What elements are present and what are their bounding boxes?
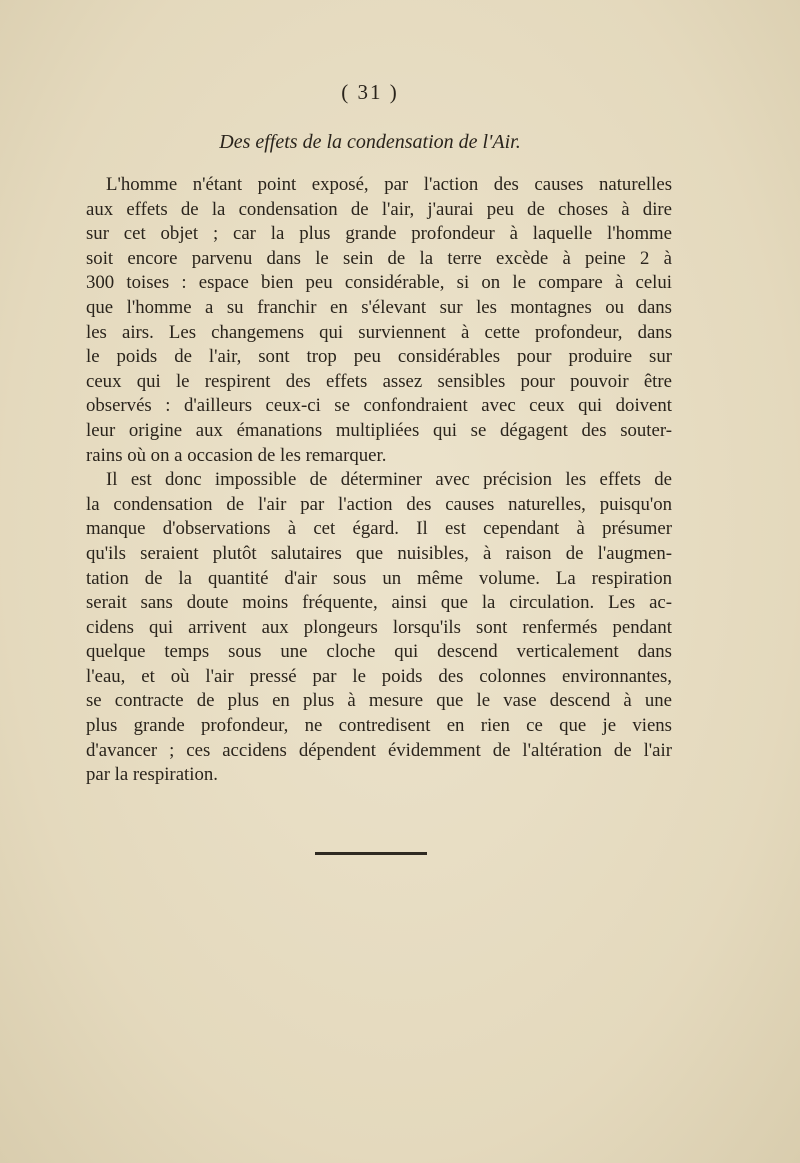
text-line: ceux qui le respirent des effets assez sensibles pour pouvoir être xyxy=(86,370,672,392)
text-line: la condensation de l'air par l'action des causes naturelles, puisqu'on xyxy=(86,493,672,515)
text-line: les airs. Les changemens qui surviennent à cette profondeur, dans xyxy=(86,321,672,343)
text-line: 300 toises : espace bien peu considérable, si on le compare à celui xyxy=(86,272,672,294)
text-line: que l'homme a su franchir en s'élevant sur les montagnes ou dans xyxy=(86,296,672,318)
section-title: Des effets de la condensation de l'Air. xyxy=(219,131,521,153)
text-line: manque d'observations à cet égard. Il est cependant à présumer xyxy=(86,518,672,540)
text-line: soit encore parvenu dans le sein de la terre excède à peine 2 à xyxy=(86,247,672,269)
text-line: plus grande profondeur, ne contredisent en rien ce que je viens xyxy=(86,715,672,737)
text-line: quelque temps sous une cloche qui descend verticalement dans xyxy=(86,641,672,663)
text-line: d'avancer ; ces accidens dépendent évidemment de l'altération de l'air xyxy=(86,739,672,761)
text-line: par la respiration. xyxy=(86,764,218,786)
text-line: L'homme n'étant point exposé, par l'action des causes naturelles xyxy=(106,174,672,195)
text-line: qu'ils seraient plutôt salutaires que nuisibles, à raison de l'augmen- xyxy=(86,542,672,564)
text-line: le poids de l'air, sont trop peu considérables pour produire sur xyxy=(86,346,672,368)
text-line: se contracte de plus en plus à mesure que le vase descend à une xyxy=(86,690,672,712)
text-line: tation de la quantité d'air sous un même volume. La respiration xyxy=(86,567,672,589)
text-line: rains où on a occasion de les remarquer. xyxy=(86,444,387,466)
text-line: l'eau, et où l'air pressé par le poids des colonnes environnantes, xyxy=(86,665,672,687)
page-number: ( 31 ) xyxy=(341,80,399,104)
paragraph-2 xyxy=(86,468,672,788)
text-line: cidens qui arrivent aux plongeurs lorsqu'ils sont renfermés pendant xyxy=(86,616,672,638)
text-line: serait sans doute moins fréquente, ainsi que la circulation. Les ac- xyxy=(86,592,672,614)
section-divider-rule xyxy=(315,852,427,855)
text-line: aux effets de la condensation de l'air, j'aurai peu de choses à dire xyxy=(86,198,672,220)
text-line: observés : d'ailleurs ceux-ci se confondraient avec ceux qui doivent xyxy=(86,395,672,417)
text-line: Il est donc impossible de déterminer avec précision les effets de xyxy=(106,469,672,491)
body-text xyxy=(86,173,672,788)
paragraph-1 xyxy=(86,173,672,468)
text-line: leur origine aux émanations multipliées qui se dégagent des souter- xyxy=(86,419,672,441)
text-line: sur cet objet ; car la plus grande profondeur à laquelle l'homme xyxy=(86,223,672,245)
